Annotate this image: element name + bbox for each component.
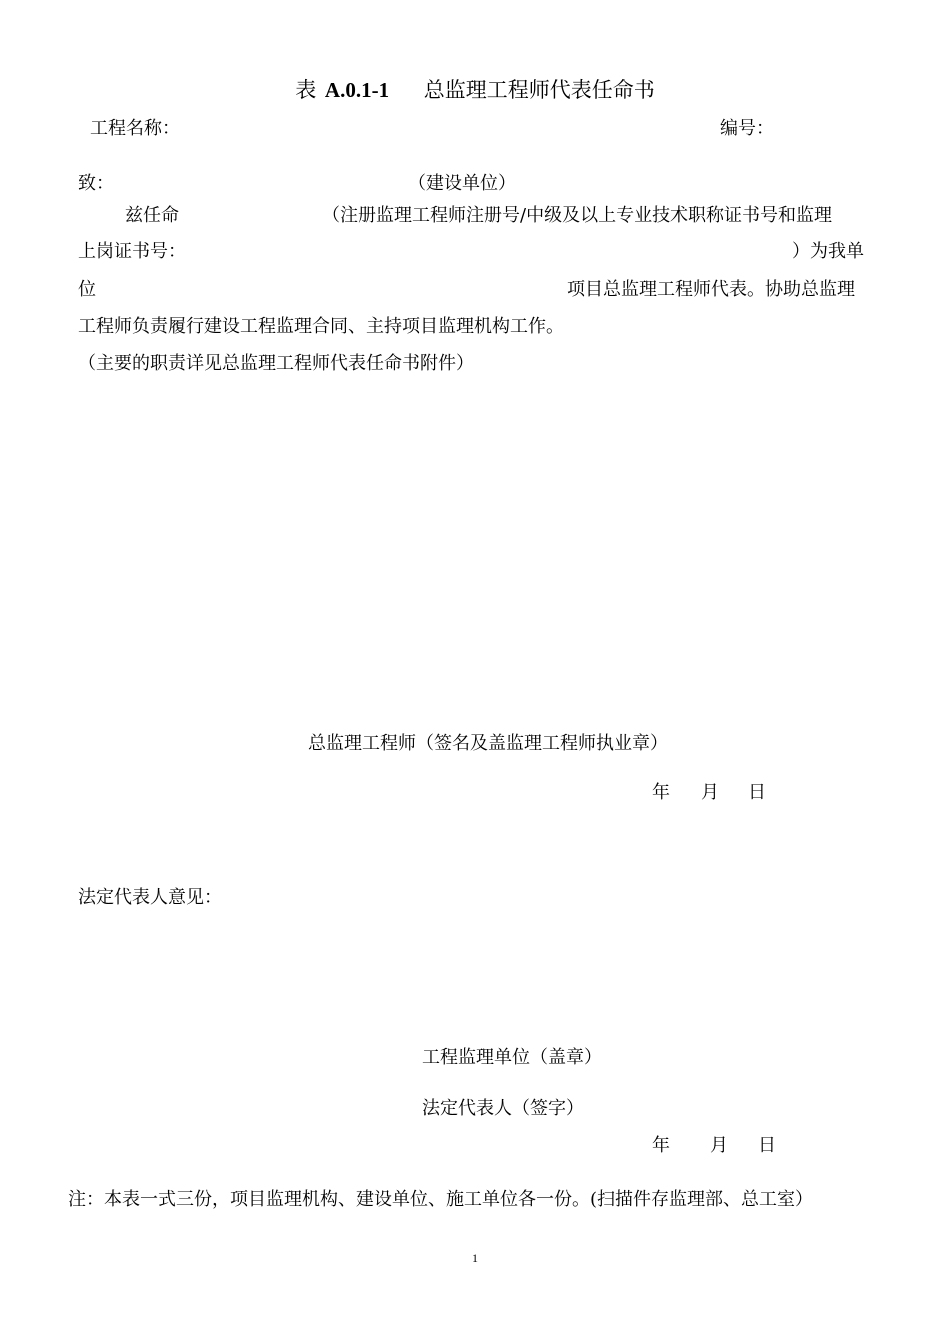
company-date-day: 日 [758, 1135, 776, 1156]
title-prefix: 表 [295, 78, 317, 102]
form-code: A.0.1-1 [324, 78, 390, 102]
company-date-year: 年 [652, 1135, 670, 1156]
duty-note: （主要的职责详见总监理工程师代表任命书附件） [78, 353, 474, 374]
footer-note: 注：本表一式三份，项目监理机构、建设单位、施工单位各一份。(扫描件存监理部、总工室） [68, 1189, 814, 1210]
to-label: 致： [78, 173, 114, 194]
cert-hint: （注册监理工程师注册号/中级及以上专业技术职称证书号和监理 [322, 205, 833, 226]
cert-line2: 上岗证书号： [78, 241, 186, 262]
role-text: 项目总监理工程师代表。协助总监理 [567, 279, 855, 300]
unit-char: 位 [78, 279, 96, 300]
chief-signature-label: 总监理工程师（签名及盖监理工程师执业章） [308, 733, 668, 754]
chief-date-day: 日 [748, 782, 766, 803]
company-date-month: 月 [710, 1135, 728, 1156]
legal-rep-signature-label: 法定代表人（签字） [422, 1098, 584, 1119]
for-unit-text: ）为我单 [792, 241, 864, 262]
duty-text: 工程师负责履行建设工程监理合同、主持项目监理机构工作。 [78, 316, 564, 337]
page-number: 1 [472, 1251, 478, 1265]
supervision-unit-seal-label: 工程监理单位（盖章） [422, 1047, 602, 1068]
to-unit-hint: （建设单位） [408, 173, 516, 194]
legal-opinion-label: 法定代表人意见： [78, 887, 222, 908]
project-name-label: 工程名称： [90, 118, 180, 139]
document-title [0, 76, 950, 104]
appoint-label: 兹任命 [125, 205, 179, 226]
chief-date-year: 年 [652, 782, 670, 803]
chief-date-month: 月 [701, 782, 719, 803]
number-label: 编号： [720, 118, 774, 139]
title-name: 总监理工程师代表任命书 [423, 78, 655, 102]
